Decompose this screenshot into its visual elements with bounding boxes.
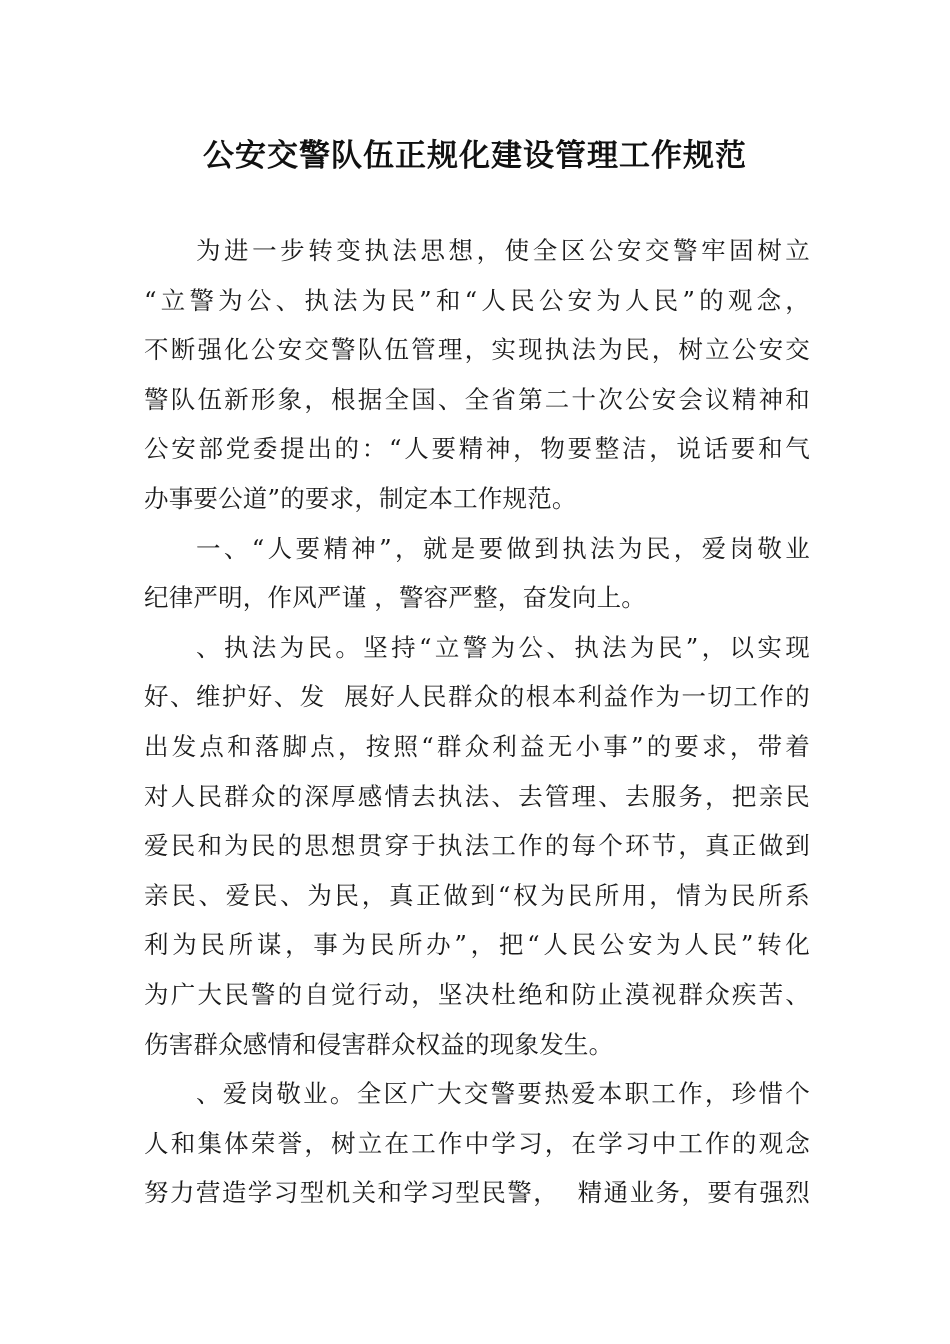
- paragraph-line: 不断强化公安交警队伍管理，实现执法为民，树立公安交: [144, 335, 810, 365]
- paragraph-line: 警队伍新形象，根据全国、全省第二十次公安会议精神和: [144, 384, 810, 414]
- paragraph-line: 利为民所谋，事为民所办”，把“人民公安为人民”转化: [144, 930, 810, 960]
- document-title: 公安交警队伍正规化建设管理工作规范: [203, 138, 747, 174]
- paragraph-line: 为广大民警的自觉行动，坚决杜绝和防止漠视群众疾苦、: [144, 979, 810, 1009]
- paragraph-line: 纪律严明，作风严谨 ，警容严整，奋发向上。: [144, 583, 646, 613]
- paragraph-line: 公安部党委提出的：“人要精神，物要整洁，说话要和气: [144, 434, 810, 464]
- paragraph-line: 出发点和落脚点，按照“群众利益无小事”的要求，带着: [144, 731, 810, 761]
- paragraph-line: 、爱岗敬业。全区广大交警要热爱本职工作，珍惜个: [196, 1079, 810, 1109]
- paragraph-line: 、执法为民。坚持“立警为公、执法为民”，以实现: [196, 632, 810, 662]
- paragraph-line: 努力营造学习型机关和学习型民警， 精通业务，要有强烈: [144, 1178, 810, 1208]
- document-body: [144, 226, 810, 1218]
- paragraph-line: 一、“人要精神”，就是要做到执法为民，爱岗敬业: [196, 533, 810, 563]
- paragraph-line: 亲民、爱民、为民，真正做到“权为民所用，情为民所系: [144, 880, 810, 910]
- paragraph-line: 对人民群众的深厚感情去执法、去管理、去服务，把亲民: [144, 781, 810, 811]
- paragraph-line: 伤害群众感情和侵害群众权益的现象发生。: [144, 1029, 614, 1059]
- paragraph-line: 爱民和为民的思想贯穿于执法工作的每个环节，真正做到: [144, 831, 810, 861]
- paragraph-line: 好、维护好、发 展好人民群众的根本利益作为一切工作的: [144, 682, 810, 712]
- paragraph-line: “立警为公、执法为民”和“人民公安为人民”的观念，: [144, 285, 810, 315]
- paragraph-line: 人和集体荣誉，树立在工作中学习，在学习中工作的观念: [144, 1128, 810, 1158]
- paragraph-line: 为进一步转变执法思想，使全区公安交警牢固树立: [196, 236, 810, 265]
- paragraph-line: 办事要公道”的要求，制定本工作规范。: [144, 483, 577, 513]
